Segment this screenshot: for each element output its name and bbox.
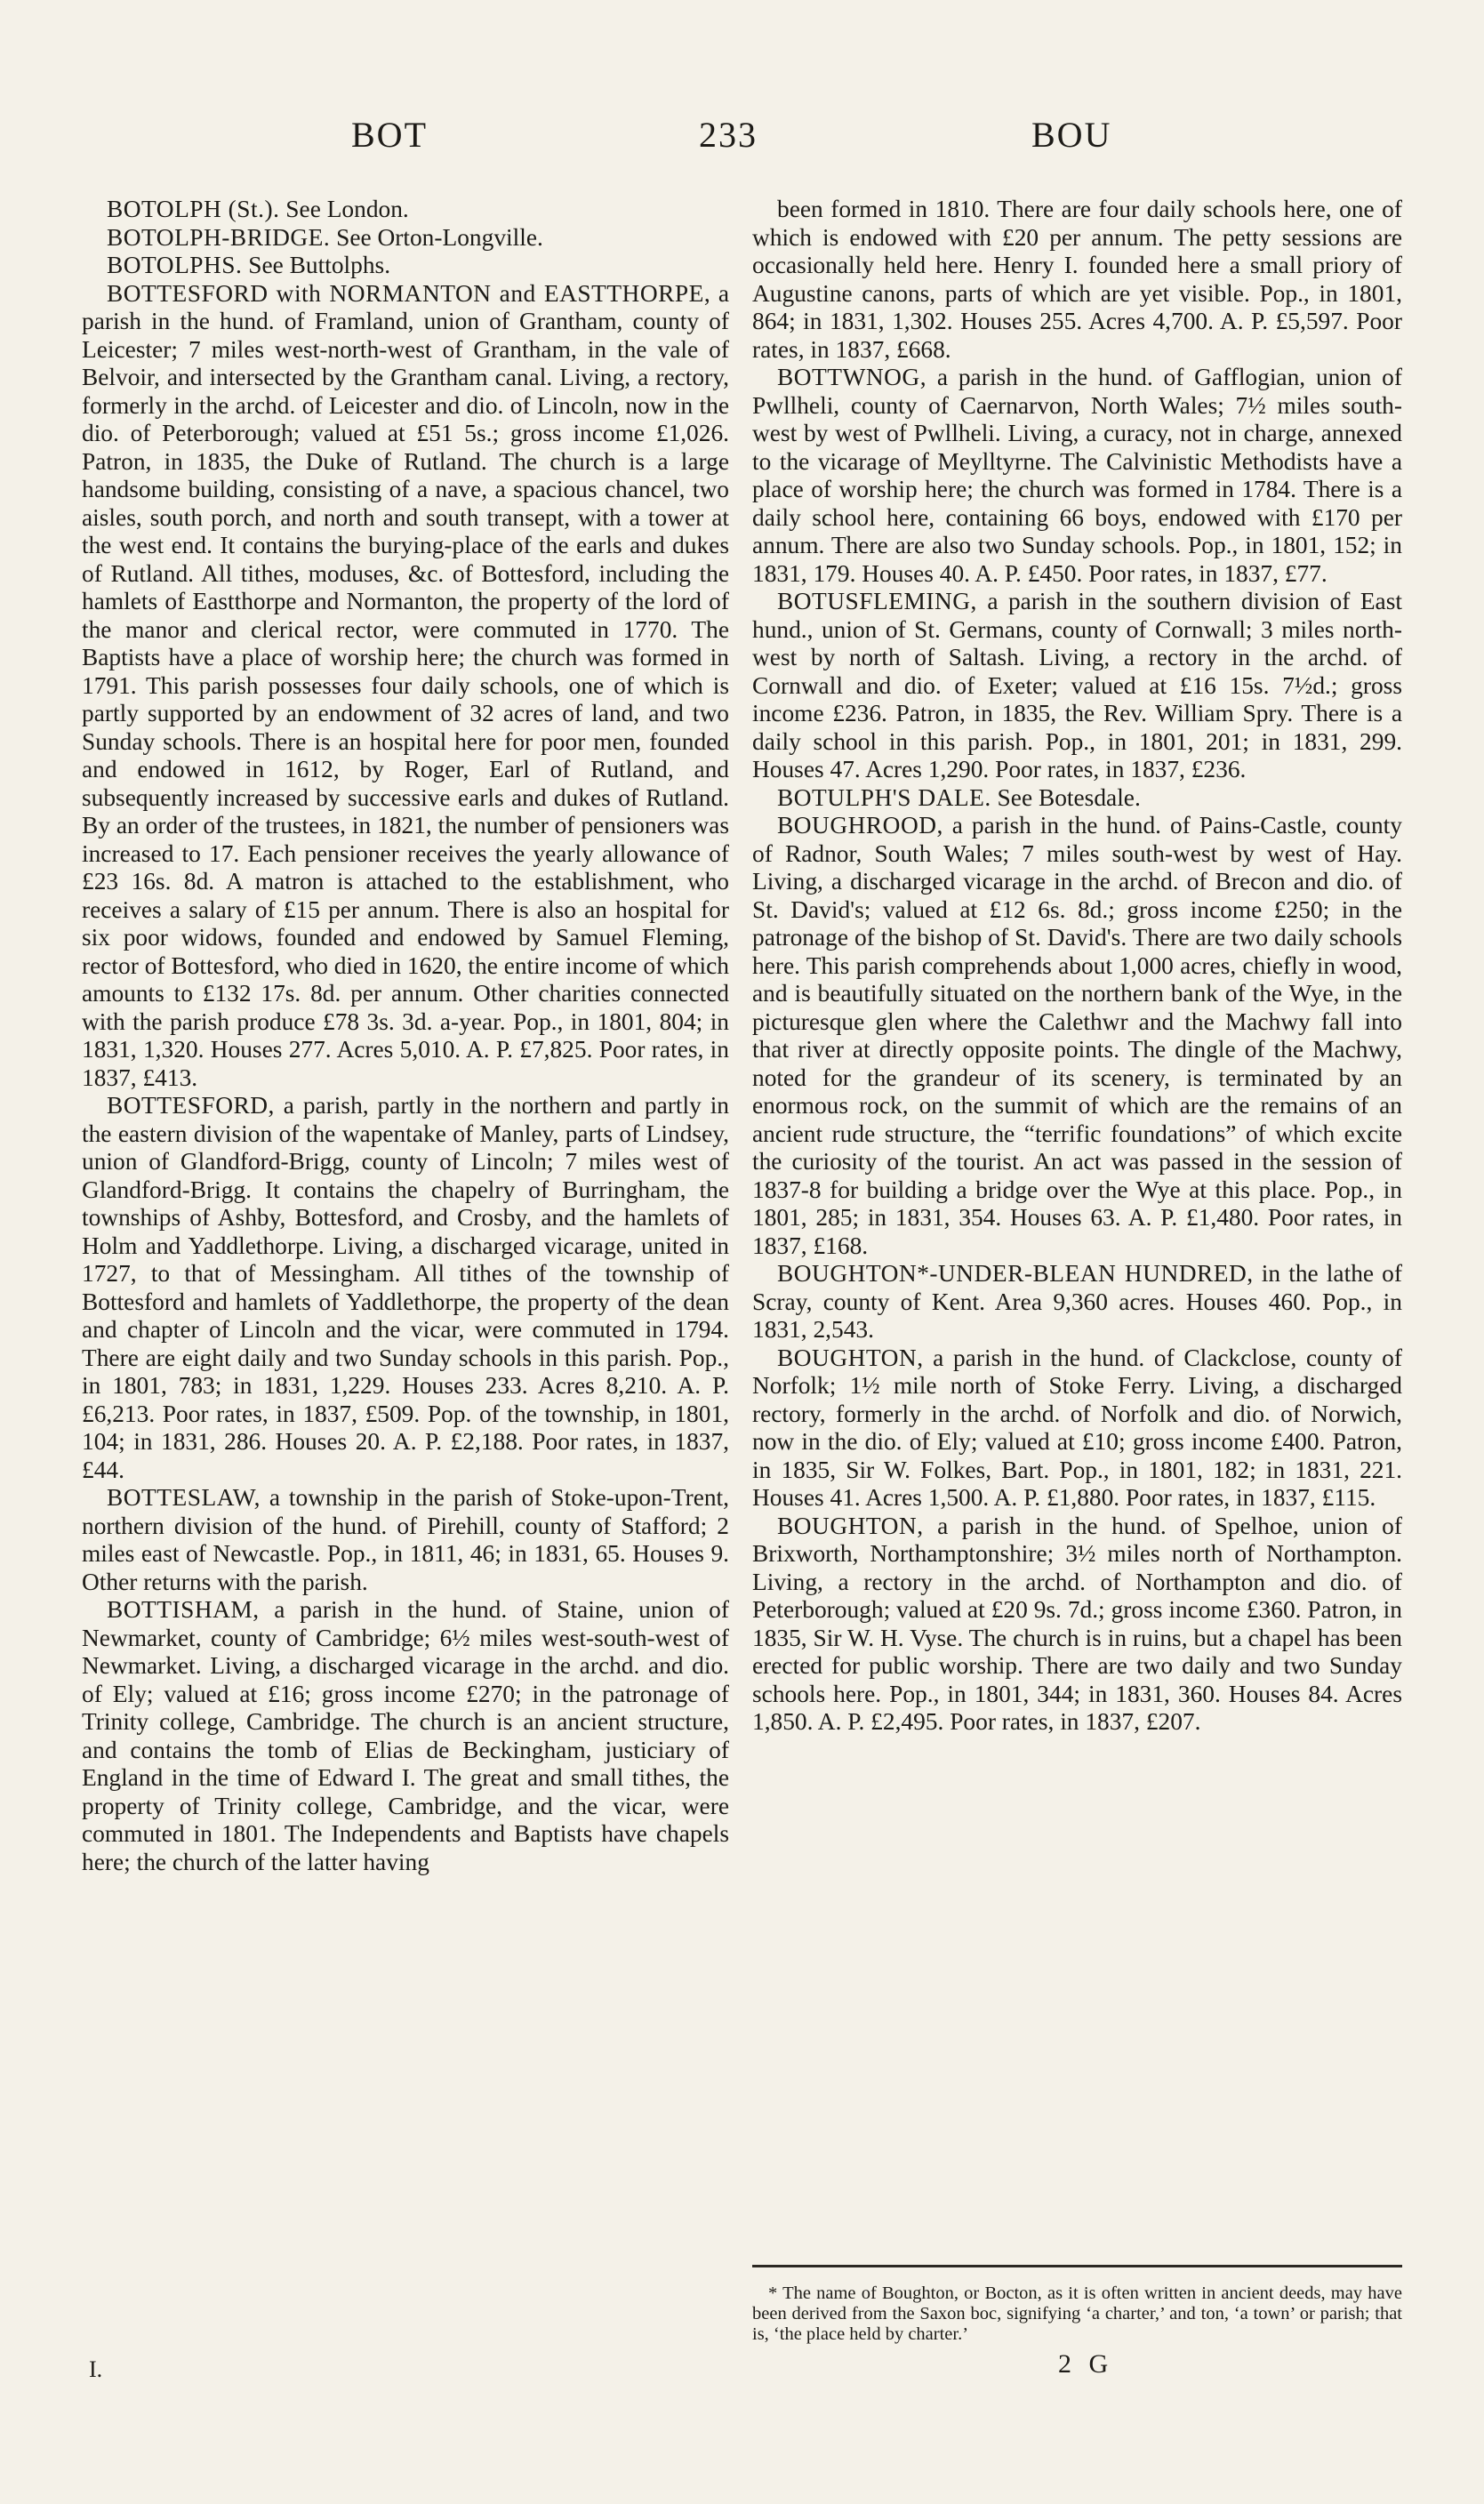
- entry-text: a parish in the hund. of Spelhoe, union of Brixworth, Northamptonshire; 3½ miles north of Northampton. Living, a rectory in the archd. of Northampton and dio. of Peterborough; valued at £20 9s. 7d.; gross income £360. Patron, in 1835, Sir W. H. Vyse. The church is in ruins, but a chapel has been erected for public worship. There are two daily and two Sunday schools here. Pop., in 1801, 344; in 1831, 360. Houses 84. Acres 1,850. A. P. £2,495. Poor rates, in 1837, £207.: [752, 1512, 1402, 1735]
- gazetteer-entry: [752, 364, 1402, 588]
- entry-headword: BOTULPH'S DALE.: [777, 783, 991, 811]
- entry-text: a parish, partly in the northern and partly in the eastern division of the wapentake of Manley, parts of Lindsey, union of Glandford-Brigg, county of Lincoln; 7 miles west of Glandford-Brigg. It contains the chapelry of Burringham, the townships of Ashby, Bottesford, and Crosby, and the hamlets of Holm and Yaddlethorpe. Living, a discharged vicarage, united in 1727, to that of Messingham. All tithes of the township of Bottesford and hamlets of Yaddlethorpe, the property of the dean and chapter of Lincoln and the vicar, were commuted in 1794. There are eight daily and two Sunday schools in this parish. Pop., in 1801, 783; in 1831, 1,229. Houses 233. Acres 8,210. A. P. £6,213. Poor rates, in 1837, £509. Pop. of the township, in 1801, 104; in 1831, 286. Houses 20. A. P. £2,188. Poor rates, in 1837, £44.: [82, 1092, 729, 1483]
- signature-mark-right: 2 G: [1058, 2349, 1114, 2379]
- entry-text: a parish in the hund. of Clackclose, county of Norfolk; 1½ mile north of Stoke Ferry. Living, a discharged rectory, formerly in the archd. of Norfolk and dio. of Norwich, now in the dio. of Ely; valued at £10; gross income £400. Patron, in 1835, Sir W. Folkes, Bart. Pop., in 1801, 182; in 1831, 221. Houses 41. Acres 1,500. A. P. £1,880. Poor rates, in 1837, £115.: [752, 1344, 1402, 1511]
- running-header: [0, 114, 1484, 167]
- signature-mark-left: I.: [89, 2356, 103, 2382]
- entry-headword: BOUGHTON,: [777, 1512, 924, 1539]
- gazetteer-entry: [82, 196, 729, 224]
- gazetteer-entry: [752, 196, 1402, 364]
- entry-text: in the lathe of Scray, county of Kent. Area 9,360 acres. Houses 460. Pop., in 1831, 2,543.: [752, 1260, 1402, 1343]
- entry-headword: BOTOLPHS.: [107, 252, 243, 278]
- gazetteer-entry: [752, 588, 1402, 784]
- left-column: [82, 196, 729, 1876]
- entry-headword: BOTUSFLEMING,: [777, 588, 977, 614]
- gazetteer-entry: [82, 224, 729, 253]
- entry-text: See Botesdale.: [991, 783, 1141, 811]
- gazetteer-entry: [82, 280, 729, 1093]
- entry-text: See Buttolphs.: [242, 252, 391, 278]
- entry-headword: BOTTISHAM,: [107, 1596, 260, 1623]
- entry-text: a parish in the hund. of Pains-Castle, county of Radnor, South Wales; 7 miles south-west by west of Hay. Living, a discharged vicarage in the archd. of Brecon and dio. of St. David's; valued at £12 6s. 8d.; gross income £250; in the patronage of the bishop of St. David's. There are two daily schools here. This parish comprehends about 1,000 acres, chiefly in wood, and is beautifully situated on the northern bank of the Wye, in the picturesque glen where the Calethwr and the Machwy fall into that river at directly opposite points. The dingle of the Machwy, noted for the grandeur of its scenery, is terminated by an enormous rock, on the summit of which are the remains of an ancient rude structure, the “terrific foundations” of which excite the curiosity of the tourist. An act was passed in the session of 1837-8 for building a bridge over the Wye at this place. Pop., in 1801, 285; in 1831, 354. Houses 63. A. P. £1,480. Poor rates, in 1837, £168.: [752, 812, 1402, 1259]
- header-right-catchword: BOU: [1031, 115, 1112, 155]
- entry-headword: BOUGHTON*-UNDER-BLEAN HUNDRED,: [777, 1260, 1254, 1287]
- page-number: 233: [699, 115, 758, 155]
- footnote-rule: [752, 2265, 1402, 2267]
- gazetteer-entry: [82, 1484, 729, 1596]
- entry-headword: BOTTESFORD,: [107, 1092, 275, 1119]
- entry-headword: BOTTWNOG,: [777, 364, 927, 390]
- entry-headword: BOTTESFORD with NORMANTON and EASTTHORPE,: [107, 279, 711, 307]
- entry-headword: BOUGHROOD,: [777, 812, 943, 839]
- gazetteer-entry: [82, 252, 729, 280]
- entry-headword: BOTOLPH (St.).: [107, 196, 280, 222]
- gazetteer-entry: [752, 812, 1402, 1260]
- entry-text: a parish in the hund. of Gafflogian, union of Pwllheli, county of Caernarvon, North Wales; 7½ miles south-west by west of Pwllheli. Living, a curacy, not in charge, annexed to the vicarage of Meylltyrne. The Calvinistic Methodists have a place of worship here; the church was formed in 1784. There is a daily school here, containing 66 boys, endowed with £170 per annum. There are also two Sunday schools. Pop., in 1801, 152; in 1831, 179. Houses 40. A. P. £450. Poor rates, in 1837, £77.: [752, 364, 1402, 587]
- entry-text: a parish in the hund. of Staine, union of Newmarket, county of Cambridge; 6½ miles west-south-west of Newmarket. Living, a discharged vicarage in the archd. and dio. of Ely; valued at £16; gross income £270; in the patronage of Trinity college, Cambridge. The church is an ancient structure, and contains the tomb of Elias de Beckingham, justiciary of England in the time of Edward I. The great and small tithes, the property of Trinity college, Cambridge, and the vicar, were commuted in 1801. The Independents and Baptists have chapels here; the church of the latter having: [82, 1596, 729, 1875]
- gazetteer-entry: [752, 1513, 1402, 1737]
- entry-headword: BOUGHTON,: [777, 1344, 924, 1371]
- entry-text: a township in the parish of Stoke-upon-Trent, northern division of the hund. of Pirehill, county of Stafford; 2 miles east of Newcastle. Pop., in 1811, 46; in 1831, 65. Houses 9. Other returns with the parish.: [82, 1484, 729, 1595]
- right-column: [752, 196, 1402, 1737]
- footnote: * The name of Boughton, or Bocton, as it is often written in ancient deeds, may have been derived from the Saxon boc, signifying ‘a charter,’ and ton, ‘a town’ or parish; that is, ‘the place held by charter.’: [752, 2283, 1402, 2344]
- gazetteer-entry: [82, 1596, 729, 1876]
- entry-text: a parish in the hund. of Framland, union of Grantham, county of Leicester; 7 miles west-north-west of Grantham, in the vale of Belvoir, and intersected by the Grantham canal. Living, a rectory, formerly in the archd. of Leicester and dio. of Lincoln, now in the dio. of Peterborough; valued at £51 5s.; gross income £1,026. Patron, in 1835, the Duke of Rutland. The church is a large handsome building, consisting of a nave, a spacious chancel, two aisles, south porch, and north and south transept, with a tower at the west end. It contains the burying-place of the earls and dukes of Rutland. All tithes, moduses, &c. of Bottesford, including the hamlets of Eastthorpe and Normanton, the property of the lord of the manor and clerical rector, were commuted in 1770. The Baptists have a place of worship here; the church was formed in 1791. This parish possesses four daily schools, one of which is partly supported by an endowment of 32 acres of land, and two Sunday schools. There is an hospital here for poor men, founded and endowed in 1612, by Roger, Earl of Rutland, and subsequently increased by successive earls and dukes of Rutland. By an order of the trustees, in 1821, the number of pensioners was increased to 17. Each pensioner receives the yearly allowance of £23 16s. 8d. A matron is attached to the establishment, who receives a salary of £15 per annum. There is also an hospital for six poor widows, founded and endowed by Samuel Fleming, rector of Bottesford, who died in 1620, the entire income of which amounts to £132 17s. 8d. per annum. Other charities connected with the parish produce £78 3s. 3d. a-year. Pop., in 1801, 804; in 1831, 1,320. Houses 277. Acres 5,010. A. P. £7,825. Poor rates, in 1837, £413.: [82, 279, 729, 1091]
- gazetteer-entry: [752, 1344, 1402, 1513]
- entry-headword: BOTTESLAW,: [107, 1484, 261, 1511]
- entry-text: a parish in the southern division of East hund., union of St. Germans, county of Cornwall; 3 miles north-west by north of Saltash. Living, a rectory in the archd. of Cornwall and dio. of Exeter; valued at £16 15s. 7½d.; gross income £236. Patron, in 1835, the Rev. William Spry. There is a daily school in this parish. Pop., in 1801, 201; in 1831, 299. Houses 47. Acres 1,290. Poor rates, in 1837, £236.: [752, 588, 1402, 782]
- entry-text: See London.: [279, 196, 409, 222]
- entry-headword: BOTOLPH-BRIDGE.: [107, 223, 331, 251]
- entry-text: been formed in 1810. There are four daily schools here, one of which is endowed with £20 per annum. The petty sessions are occasionally held here. Henry I. founded here a small priory of Augustine canons, parts of which are yet visible. Pop., in 1801, 864; in 1831, 1,302. Houses 255. Acres 4,700. A. P. £5,597. Poor rates, in 1837, £668.: [752, 196, 1402, 363]
- entry-text: See Orton-Longville.: [330, 223, 543, 251]
- gazetteer-entry: [752, 784, 1402, 813]
- gazetteer-entry: [82, 1092, 729, 1484]
- gazetteer-entry: [752, 1260, 1402, 1344]
- header-left-catchword: BOT: [351, 115, 428, 155]
